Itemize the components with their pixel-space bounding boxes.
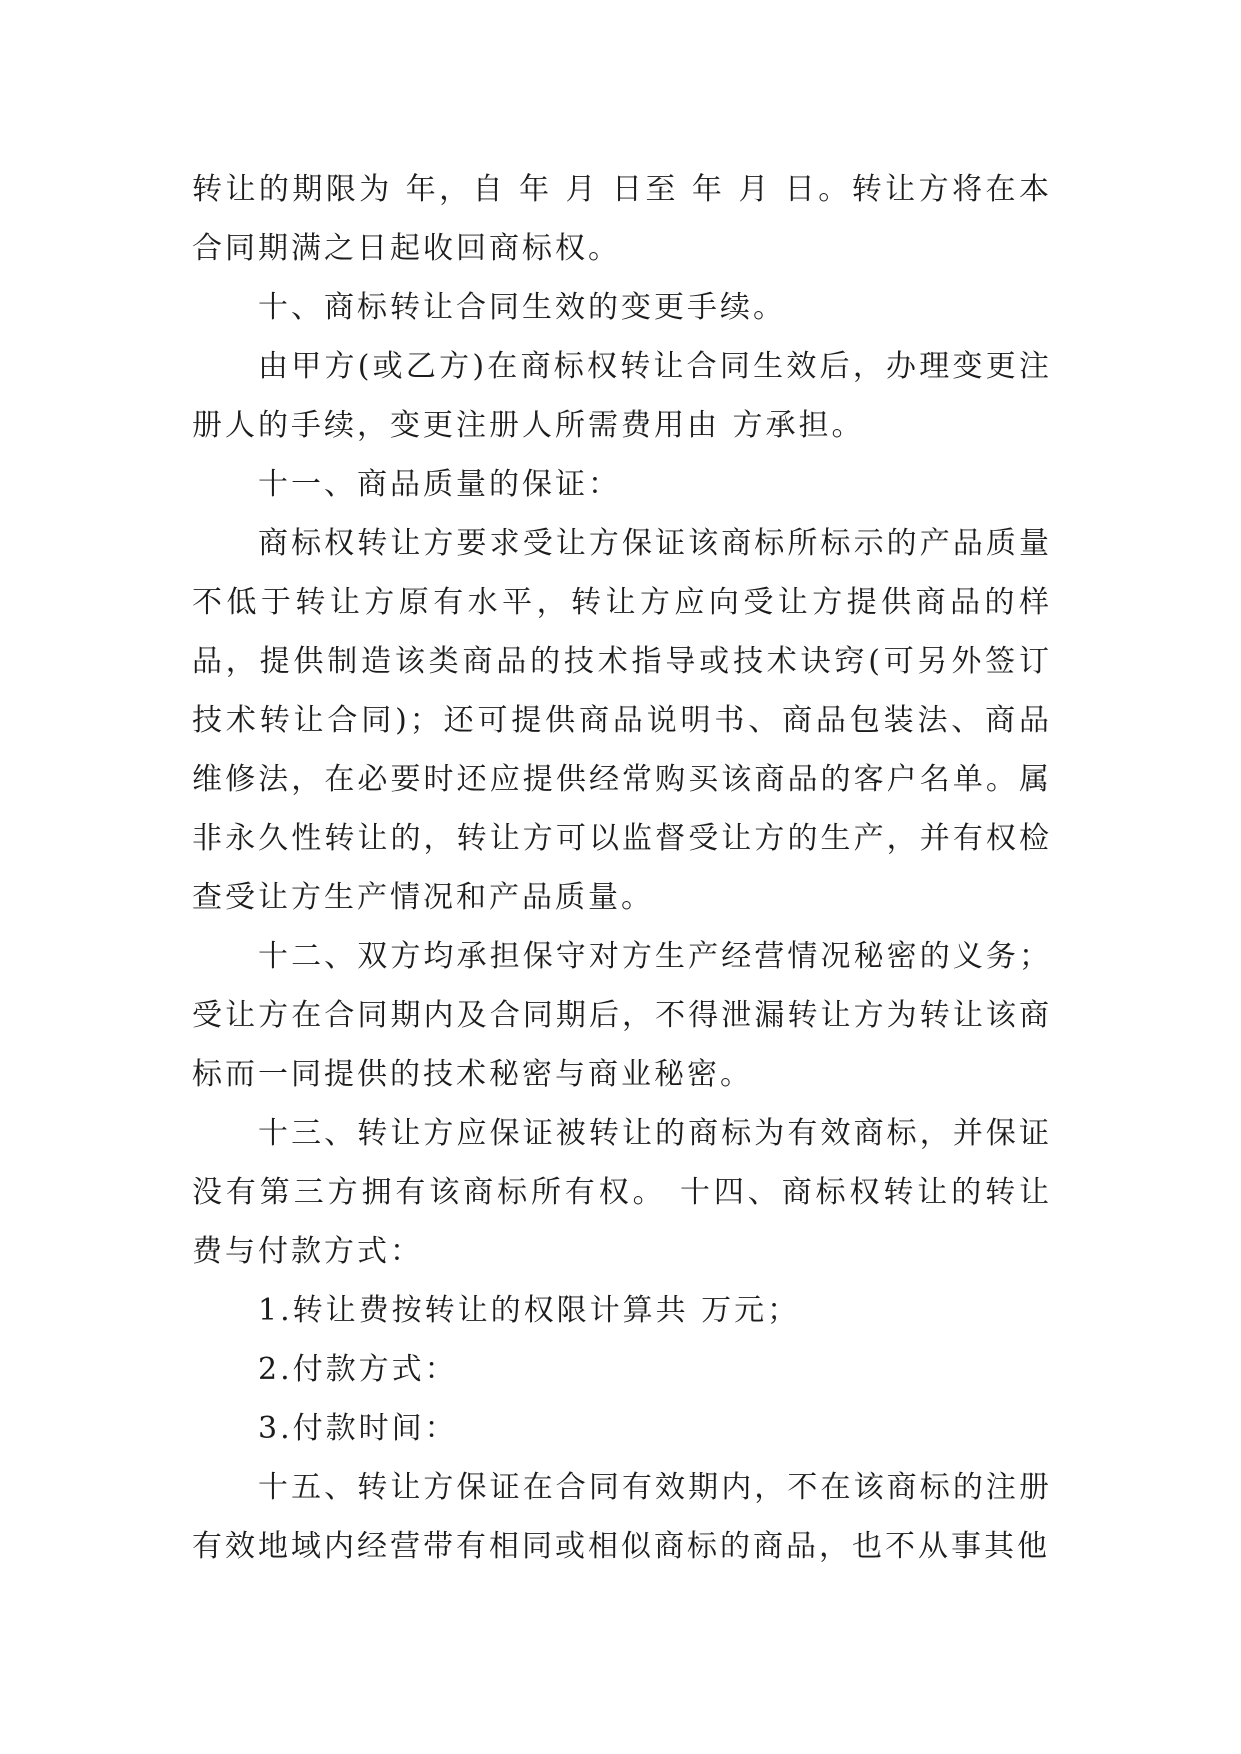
clause-12: 十二、双方均承担保守对方生产经营情况秘密的义务；受让方在合同期内及合同期后，不得泄漏转让方为转让该商标而一同提供的技术秘密与商业秘密。	[192, 939, 1052, 1092]
payment-item-2: 2.付款方式：	[258, 1352, 458, 1387]
clause-13-14: 十三、转让方应保证被转让的商标为有效商标，并保证没有第三方拥有该商标所有权。 十四、商标权转让的转让费与付款方式：	[192, 1116, 1052, 1269]
clause-11-heading: 十一、商品质量的保证：	[258, 467, 621, 502]
clause-10-body: 由甲方(或乙方)在商标权转让合同生效后，办理变更注册人的手续，变更注册人所需费用由 方承担。	[192, 349, 1052, 443]
clause-10-heading: 十、商标转让合同生效的变更手续。	[258, 290, 786, 325]
document-body	[192, 160, 1052, 1576]
payment-item-3: 3.付款时间：	[258, 1411, 458, 1446]
clause-15: 十五、转让方保证在合同有效期内，不在该商标的注册有效地域内经营带有相同或相似商标的商品，也不从事其他	[192, 1470, 1052, 1564]
payment-item-1: 1.转让费按转让的权限计算共 万元；	[258, 1293, 801, 1328]
clause-11-body: 商标权转让方要求受让方保证该商标所标示的产品质量不低于转让方原有水平，转让方应向受让方提供商品的样品，提供制造该类商品的技术指导或技术诀窍(可另外签订技术转让合同)；还可提供商品说明书、商品包装法、商品维修法，在必要时还应提供经常购买该商品的客户名单。属非永久性转让的，转让方可以监督受让方的生产，并有权检查受让方生产情况和产品质量。	[192, 526, 1052, 915]
paragraph-term-period: 转让的期限为 年，自 年 月 日至 年 月 日。转让方将在本合同期满之日起收回商标权。	[192, 172, 1052, 266]
